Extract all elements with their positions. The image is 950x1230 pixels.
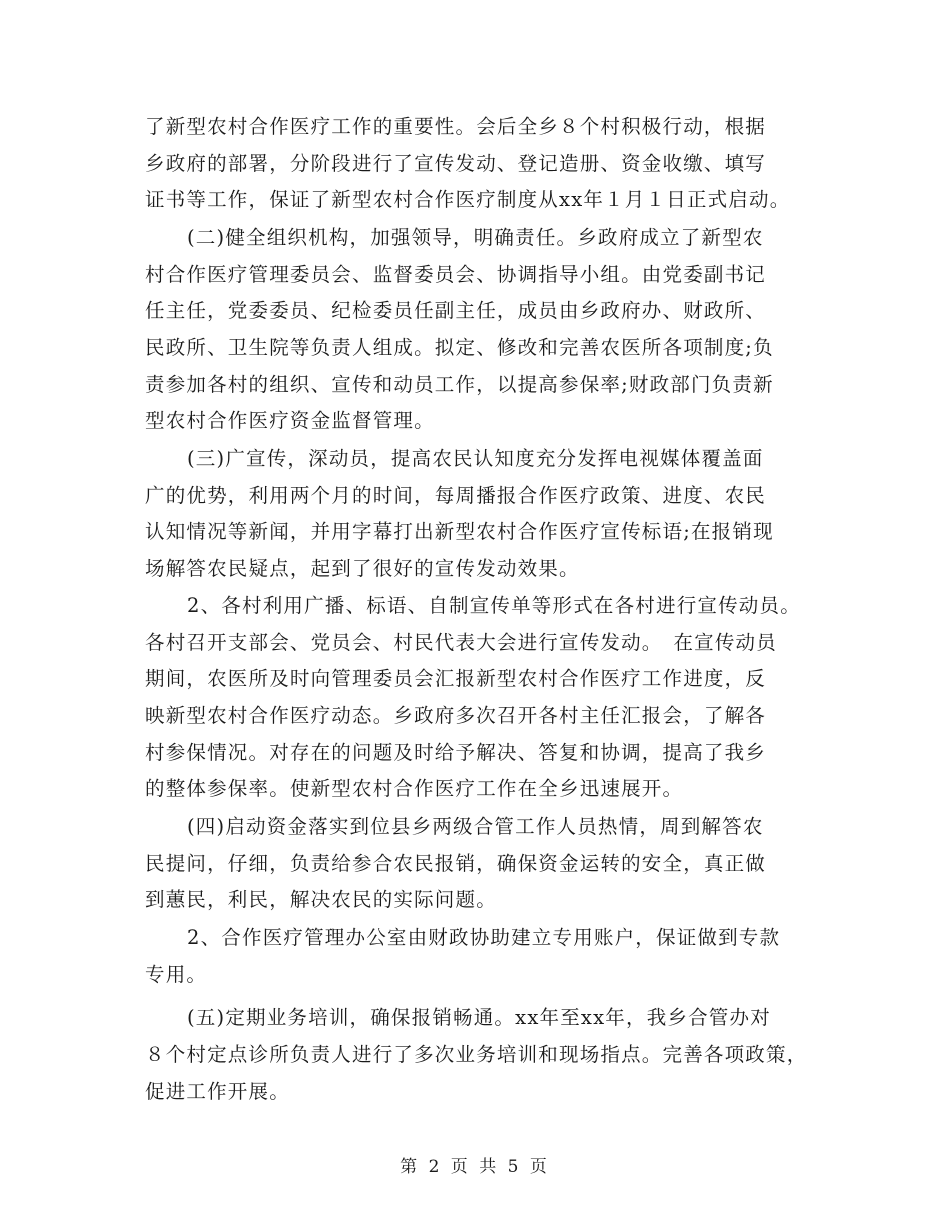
text-line: 证书等工作，保证了新型农村合作医疗制度从xx年１月１日正式启动。 xyxy=(145,188,791,211)
text-line: 促进工作开展。 xyxy=(145,1080,290,1103)
text-line: 乡政府的部署，分阶段进行了宣传发动、登记造册、资金收缴、填写 xyxy=(145,152,767,175)
text-line: 专用。 xyxy=(145,963,208,986)
text-line: (三)广宣传，深动员，提高农民认知度充分发挥电视媒体覆盖面 xyxy=(187,447,764,470)
text-line: 映新型农村合作医疗动态。乡政府多次召开各村主任汇报会，了解各 xyxy=(145,704,767,727)
text-line: 的整体参保率。使新型农村合作医疗工作在全乡迅速展开。 xyxy=(145,777,684,800)
text-line: 2、各村利用广播、标语、自制宣传单等形式在各村进行宣传动员。 xyxy=(187,594,801,617)
text-line: 责参加各村的组织、宣传和动员工作，以提高参保率;财政部门负责新 xyxy=(145,373,774,396)
text-line: 了新型农村合作医疗工作的重要性。会后全乡８个村积极行动，根据 xyxy=(145,115,767,138)
text-line: 认知情况等新闻，并用字幕打出新型农村合作医疗宣传标语;在报销现 xyxy=(145,520,774,543)
text-line: 2、合作医疗管理办公室由财政协助建立专用账户，保证做到专款 xyxy=(187,926,781,949)
text-line: (四)启动资金落实到位县乡两级合管工作人员热情，周到解答农 xyxy=(187,815,764,838)
text-line: 民提问，仔细，负责给参合农民报销，确保资金运转的安全，真正做 xyxy=(145,852,767,875)
text-line: 场解答农民疑点，起到了很好的宣传发动效果。 xyxy=(145,557,580,580)
text-line: 民政所、卫生院等负责人组成。拟定、修改和完善农医所各项制度;负 xyxy=(145,336,774,359)
text-line: 到蕙民，利民，解决农民的实际问题。 xyxy=(145,888,497,911)
text-line: 广的优势，利用两个月的时间，每周播报合作医疗政策、进度、农民 xyxy=(145,484,767,507)
text-line: 村合作医疗管理委员会、监督委员会、协调指导小组。由党委副书记 xyxy=(145,263,767,286)
text-line: 各村召开支部会、党员会、村民代表大会进行宣传发动。 在宣传动员 xyxy=(145,631,777,654)
text-line: ８个村定点诊所负责人进行了多次业务培训和现场指点。完善各项政策， xyxy=(145,1043,808,1066)
text-line: 村参保情况。对存在的问题及时给予解决、答复和协调，提高了我乡 xyxy=(145,741,767,764)
text-line: 期间，农医所及时向管理委员会汇报新型农村合作医疗工作进度，反 xyxy=(145,667,767,690)
text-line: 型农村合作医疗资金监督管理。 xyxy=(145,409,435,432)
text-line: (五)定期业务培训，确保报销畅通。xx年至xx年，我乡合管办对 xyxy=(187,1006,771,1029)
page-number-footer: 第 2 页 共 5 页 xyxy=(400,1157,550,1177)
text-line: (二)健全组织机构，加强领导，明确责任。乡政府成立了新型农 xyxy=(187,226,764,249)
text-line: 任主任，党委委员、纪检委员任副主任，成员由乡政府办、财政所、 xyxy=(145,299,767,322)
